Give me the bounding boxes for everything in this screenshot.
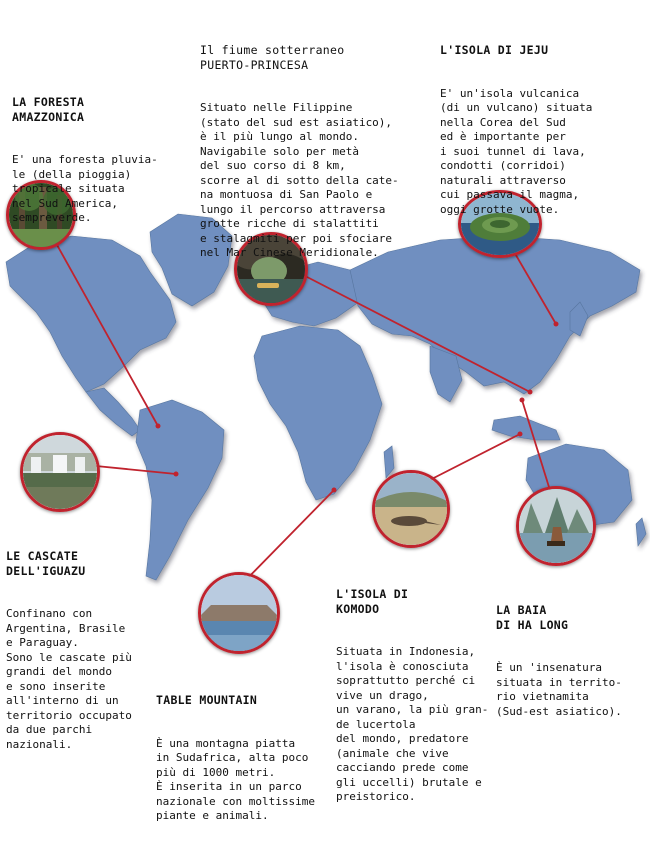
note-table-title: TABLE MOUNTAIN	[156, 693, 258, 707]
note-amazon	[12, 66, 158, 255]
note-iguazu-title: LE CASCATE DELL'IGUAZU	[6, 549, 86, 578]
marker-puerto	[528, 390, 533, 395]
africa	[254, 326, 382, 500]
marker-table	[332, 488, 337, 493]
note-puerto	[200, 14, 399, 290]
note-jeju-body: E' un'isola vulcanica (di un vulcano) situata nella Corea del Sud ed è importante per i suoi tunnel di lava, condotti (corridoi) naturali attraverso cui passava il magma, oggi grotte vuote.	[440, 86, 593, 216]
indonesia	[492, 416, 560, 440]
note-komodo-body: Situata in Indonesia, l'isola è conosciuta soprattutto perché ci vive un drago, un varano, la più gran- de lucertola del mondo, predatore (animale che vive cacciando prede come gli uccelli) brutale e preistorico.	[336, 645, 489, 803]
note-puerto-title: Il fiume sotterraneo PUERTO-PRINCESA	[200, 43, 345, 72]
note-table-body: È una montagna piatta in Sudafrica, alta poco più di 1000 metri. È inserita in un parco nazionale con moltissime piante e animali.	[156, 736, 315, 822]
south-america	[136, 400, 224, 580]
new-zealand	[636, 518, 646, 546]
north-america	[6, 236, 176, 392]
note-jeju	[440, 14, 592, 246]
note-komodo-title: L'ISOLA DI KOMODO	[336, 587, 409, 616]
note-table	[156, 664, 315, 853]
waterfall-photo	[20, 432, 100, 512]
note-jeju-title: L'ISOLA DI JEJU	[440, 43, 549, 57]
komodo-dragon-photo	[372, 470, 450, 548]
note-komodo	[336, 558, 488, 834]
marker-komodo	[518, 432, 523, 437]
note-puerto-body: Situato nelle Filippine (stato del sud est asiatico), è il più lungo al mondo. Navigabile solo per metà del suo corso di 8 km, scorre al di sotto della cate- na montuosa di San Paolo e lungo il percorso attraversa grotte ricche di stalattiti e stalagmiti per poi sfociare nel Mar Cinese Meridionale.	[200, 101, 399, 259]
note-halong	[496, 574, 622, 748]
central-america	[86, 388, 140, 436]
note-amazon-body: E' una foresta pluvia- le (della pioggia) tropicale situata nel Sud America, sempreverde.	[12, 153, 158, 224]
bay-junk-boat-photo	[516, 486, 596, 566]
note-iguazu-body: Confinano con Argentina, Brasile e Paraguay. Sono le cascate più grandi del mondo e sono inserite all'interno di un territorio occupato da due parchi nazionali.	[6, 607, 132, 751]
marker-jeju	[554, 322, 559, 327]
note-halong-title: LA BAIA DI HA LONG	[496, 603, 569, 632]
note-amazon-title: LA FORESTA AMAZZONICA	[12, 95, 85, 124]
note-iguazu	[6, 520, 132, 781]
marker-halong	[520, 398, 525, 403]
note-halong-body: È un 'insenatura situata in territo- rio vietnamita (Sud-est asiatico).	[496, 661, 622, 718]
marker-amazon	[156, 424, 161, 429]
flat-mountain-photo	[198, 572, 280, 654]
marker-iguazu	[174, 472, 179, 477]
